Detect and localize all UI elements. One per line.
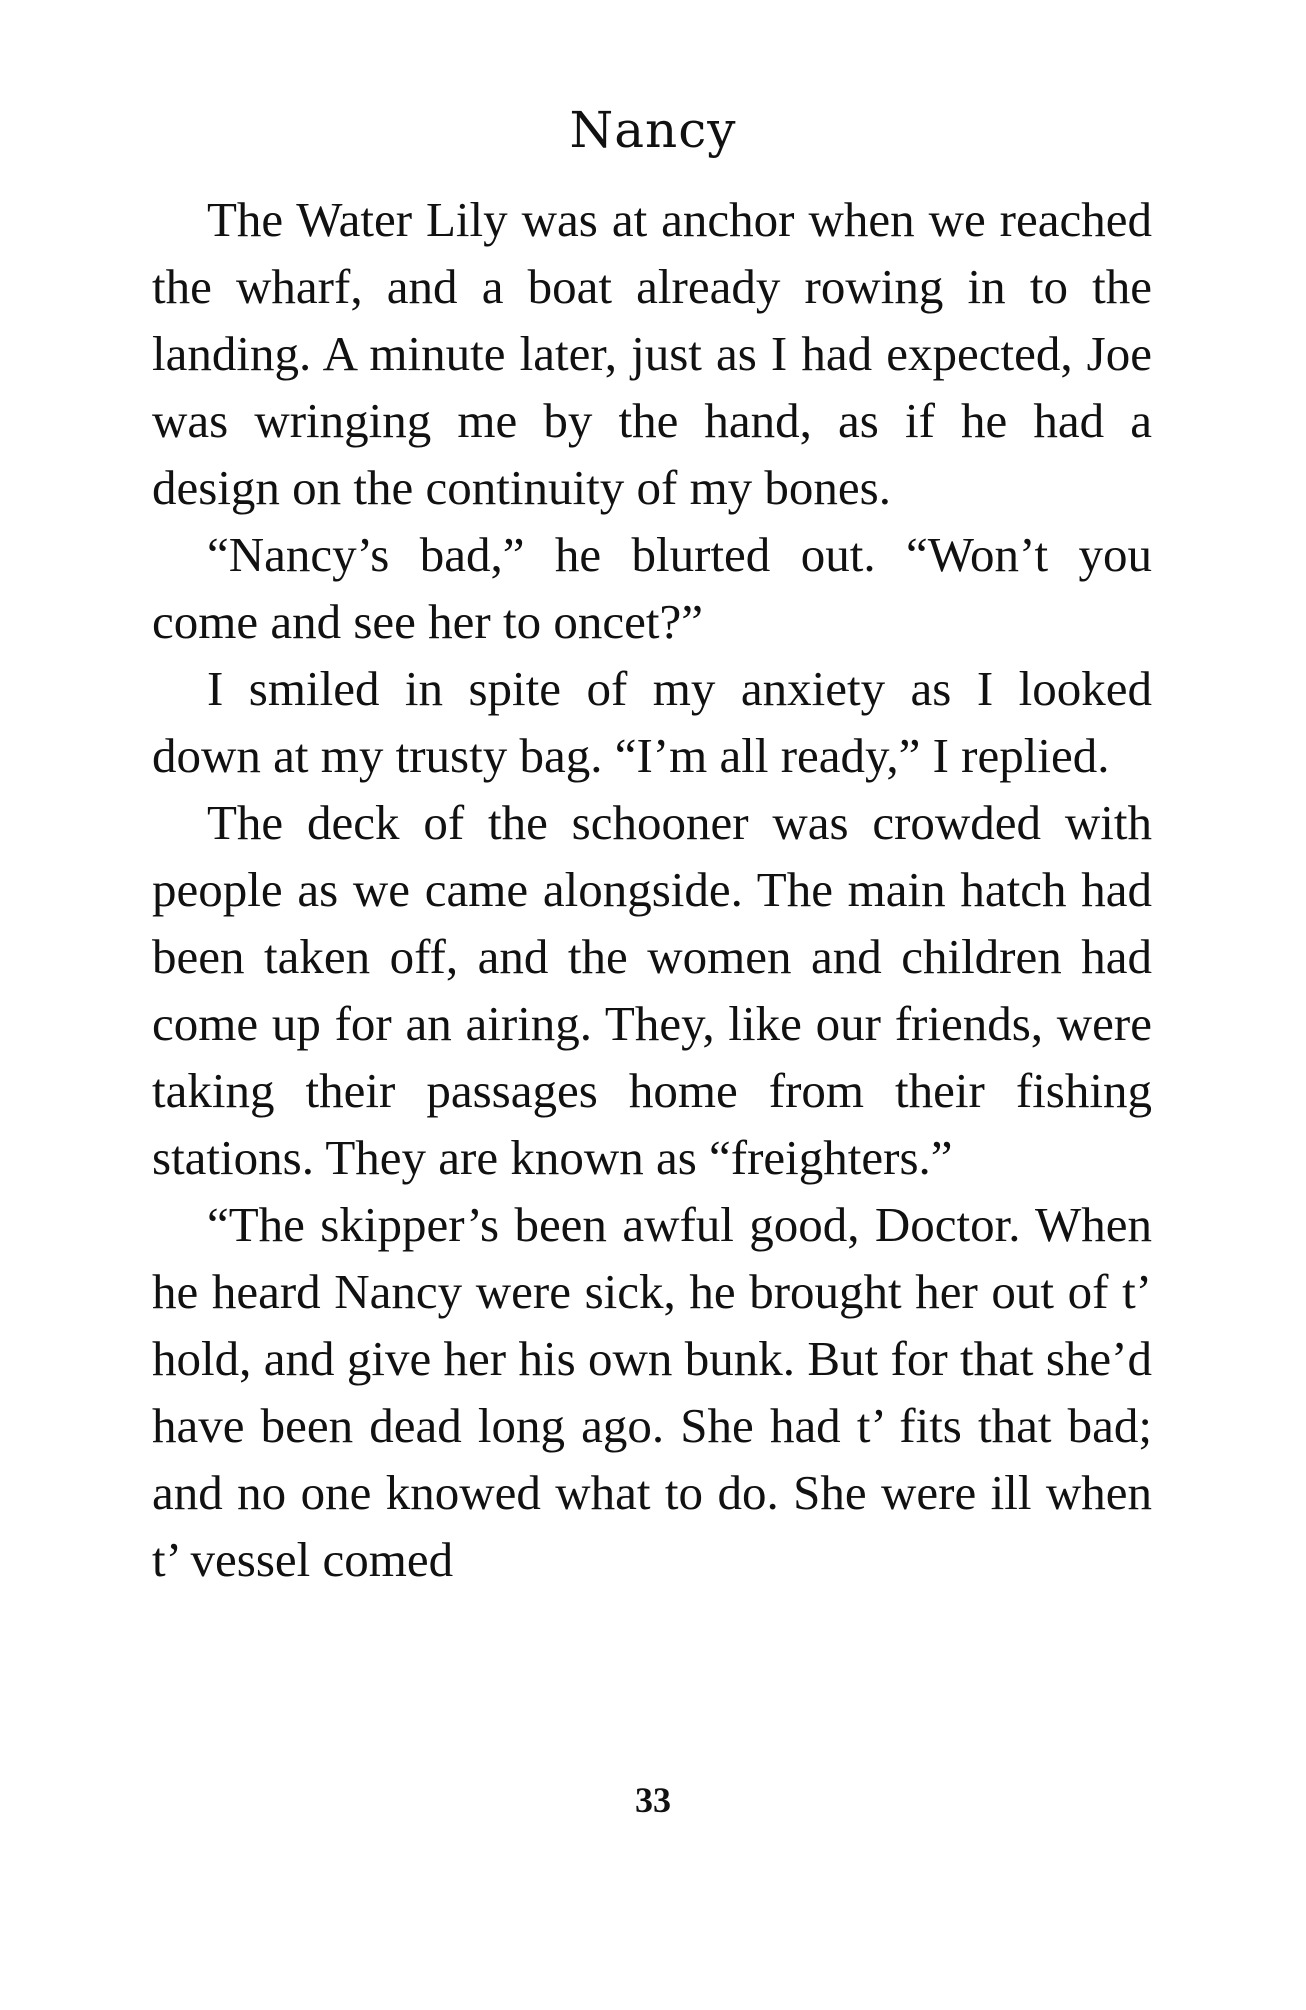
paragraph: “The skipper’s been awful good, Doctor. When he heard Nancy were sick, he brought her out of t’ hold, and give her his own bunk. But for that she’d have been dead long ago. She had t’ fits that bad; and no one knowed what to do. She were ill when t’ vessel comed: [152, 1197, 1152, 1587]
running-head: Nancy: [569, 101, 737, 159]
paragraph: The deck of the schooner was crowded with people as we came alongside. The main hatch had been taken off, and the women and children had come up for an airing. They, like our friends, were taking their passages home from their fishing stations. They are known as “freighters.”: [152, 795, 1152, 1185]
page-number: 33: [635, 1780, 671, 1820]
paragraph: “Nancy’s bad,” he blurted out. “Won’t you come and see her to oncet?”: [152, 527, 1152, 649]
body-text: [152, 186, 1152, 1593]
paragraph: The Water Lily was at anchor when we reached the wharf, and a boat already rowing in to the landing. A minute later, just as I had expected, Joe was wringing me by the hand, as if he had a design on the continuity of my bones.: [152, 192, 1152, 515]
paragraph: I smiled in spite of my anxiety as I looked down at my trusty bag. “I’m all ready,” I replied.: [152, 661, 1152, 783]
